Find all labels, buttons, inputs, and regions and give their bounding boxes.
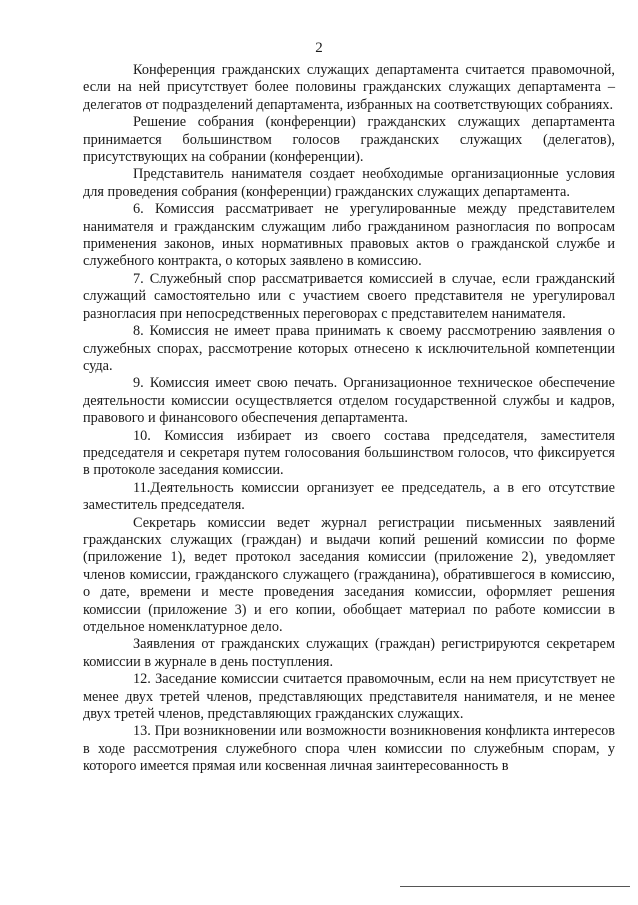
scan-edge-line [400, 886, 630, 887]
paragraph-item-11: 11.Деятельность комиссии организует ее председатель, а в его отсутствие заместитель председателя. [83, 479, 615, 514]
paragraph-item-9: 9. Комиссия имеет свою печать. Организационное техническое обеспечение деятельности комиссии осуществляется отделом государственной службы и кадров, правового и финансового обеспечения департамента. [83, 375, 615, 427]
document-body [83, 62, 615, 776]
paragraph-applications-registration: Заявления от гражданских служащих (граждан) регистрируются секретарем комиссии в журнале в день поступления. [83, 636, 615, 670]
paragraph-conference-decision: Решение собрания (конференции) гражданских служащих департамента принимается большинством голосов гражданских служащих (делегатов), присутствующих на собрании (конференции). [83, 114, 615, 166]
paragraph-item-12: 12. Заседание комиссии считается правомочным, если на нем присутствует не менее двух третей членов, представляющих представителя нанимателя, и не менее двух третей членов, представляющих гражданских служащих. [83, 671, 615, 723]
paragraph-employer-conditions: Представитель нанимателя создает необходимые организационные условия для проведения собрания (конференции) гражданских служащих департамента. [83, 166, 615, 200]
page-number: 2 [315, 40, 323, 56]
paragraph-item-13: 13. При возникновении или возможности возникновения конфликта интересов в ходе рассмотрения служебного спора член комиссии по служебным спорам, у которого имеется прямая или косвенная личная заинтересованность в [83, 723, 615, 775]
paragraph-conference-quorum: Конференция гражданских служащих департамента считается правомочной, если на ней присутствует более половины гражданских служащих департамента – делегатов от подразделений департамента, избранных на соответствующих собраниях. [83, 62, 615, 113]
paragraph-secretary-duties: Секретарь комиссии ведет журнал регистрации письменных заявлений гражданских служащих (граждан) и выдачи копий решений комиссии по форме (приложение 1), ведет протокол заседания комиссии (приложение 2), уведомляет членов комиссии, гражданского служащего (гражданина), обратившегося в комиссию, о дате, времени и месте проведения заседания комиссии, оформляет решения комиссии (приложение 3) и его копии, обобщает материал по работе комиссии в отдельное номенклатурное дело. [83, 514, 615, 635]
paragraph-item-8: 8. Комиссия не имеет права принимать к своему рассмотрению заявления о служебных спорах, рассмотрение которых отнесено к исключительной компетенции суда. [83, 323, 615, 374]
paragraph-item-6: 6. Комиссия рассматривает не урегулированные между представителем нанимателя и гражданским служащим либо гражданином разногласия по вопросам применения законов, иных нормативных правовых актов о гражданской службе и служебного контракта, о которых заявлено в комиссию. [83, 201, 615, 270]
paragraph-item-10: 10. Комиссия избирает из своего состава председателя, заместителя председателя и секретаря путем голосования большинством голосов, что фиксируется в протоколе заседания комиссии. [83, 427, 615, 479]
paragraph-item-7: 7. Служебный спор рассматривается комиссией в случае, если гражданский служащий самостоятельно или с участием своего представителя не урегулировал разногласия при непосредственных переговорах с представителем нанимателя. [83, 270, 615, 322]
